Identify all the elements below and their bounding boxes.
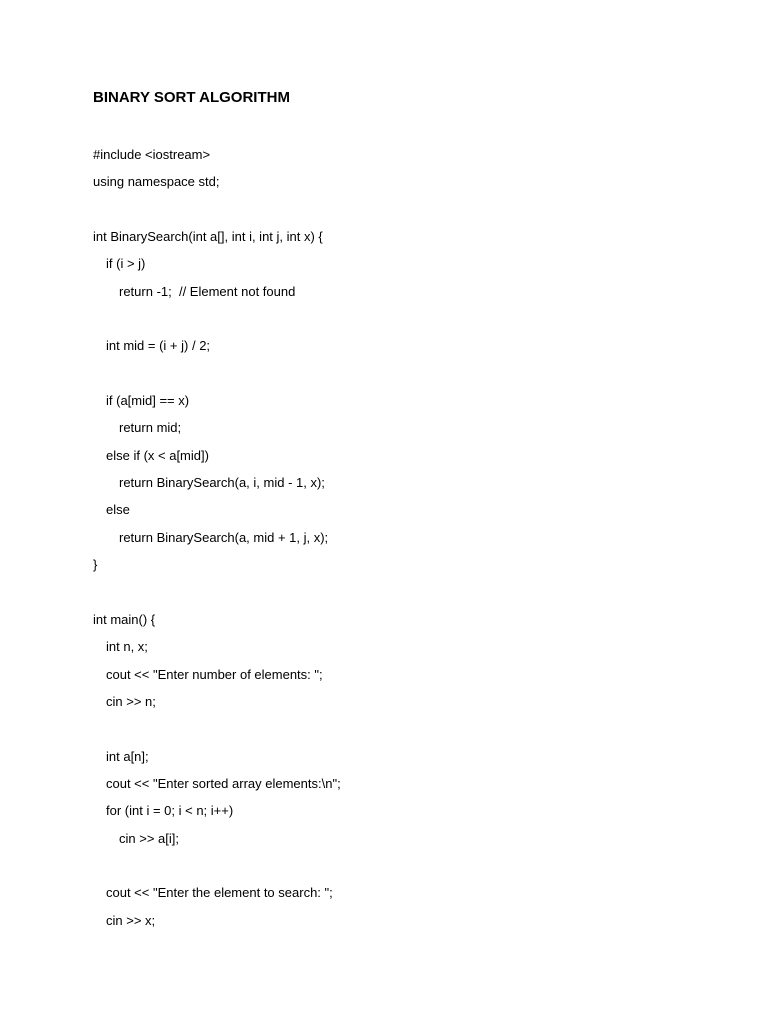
code-line: using namespace std;: [93, 174, 220, 190]
code-line: int main() {: [93, 611, 156, 627]
code-line: return mid;: [119, 420, 182, 436]
code-line: int BinarySearch(int a[], int i, int j, int x) {: [93, 229, 323, 245]
blank-line: [93, 583, 341, 610]
code-line: else: [106, 502, 130, 518]
code-line: cin >> a[i];: [119, 830, 179, 846]
code-line: cout << "Enter the element to search: ";: [106, 885, 333, 901]
code-line: for (int i = 0; i < n; i++): [106, 803, 234, 819]
code-line: cin >> x;: [106, 912, 156, 928]
code-line: if (a[mid] == x): [106, 393, 190, 409]
blank-line: [93, 309, 341, 336]
code-line: else if (x < a[mid]): [106, 447, 209, 463]
code-line: int a[n];: [106, 748, 149, 764]
code-line: int n, x;: [106, 639, 148, 655]
code-line: return BinarySearch(a, i, mid - 1, x);: [119, 475, 325, 491]
code-line: cout << "Enter sorted array elements:\n";: [106, 775, 341, 791]
code-line: }: [93, 557, 98, 573]
code-line: if (i > j): [106, 256, 146, 272]
blank-line: [93, 364, 341, 391]
code-line: int mid = (i + j) / 2;: [106, 338, 211, 354]
code-line: #include <iostream>: [93, 147, 211, 162]
blank-line: [93, 856, 341, 883]
code-block: [93, 145, 341, 938]
blank-line: [93, 719, 341, 746]
code-line: return -1; // Element not found: [119, 283, 296, 299]
document-title: BINARY SORT ALGORITHM: [93, 89, 290, 106]
blank-line: [93, 200, 341, 227]
code-line: return BinarySearch(a, mid + 1, j, x);: [119, 529, 329, 545]
code-line: cout << "Enter number of elements: ";: [106, 666, 323, 682]
code-line: cin >> n;: [106, 693, 156, 709]
